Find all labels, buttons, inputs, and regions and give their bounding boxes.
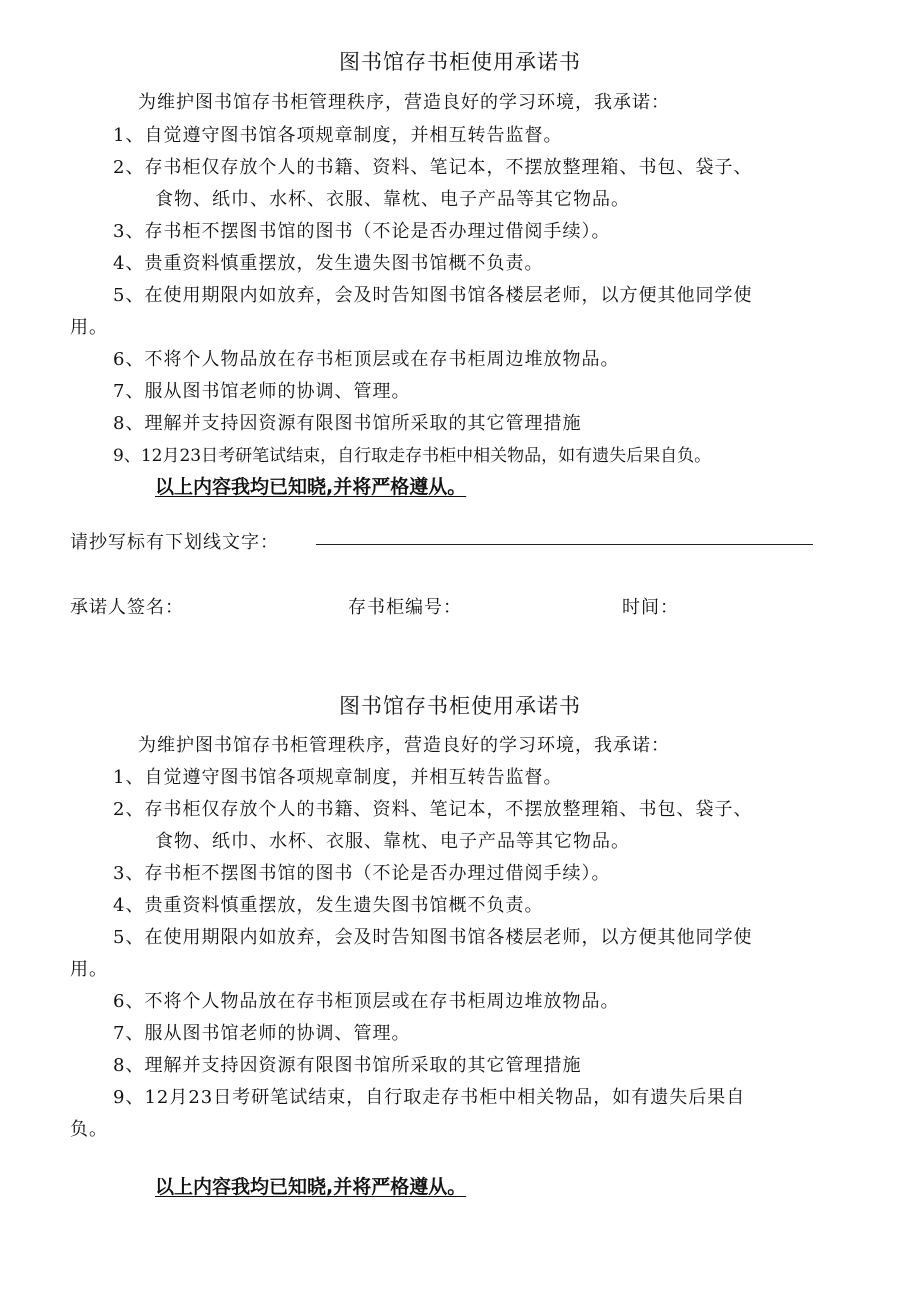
rule-item-8: 8、理解并支持因资源有限图书馆所采取的其它管理措施 bbox=[113, 413, 582, 434]
rule-item-2: 2、存书柜仅存放个人的书籍、资料、笔记本，不摆放整理箱、书包、袋子、 bbox=[113, 157, 753, 178]
time-label: 时间： bbox=[622, 597, 679, 618]
rule-item-1: 1、自觉遵守图书馆各项规章制度，并相互转告监督。 bbox=[113, 125, 563, 146]
rule-item-7-second: 7、服从图书馆老师的协调、管理。 bbox=[113, 1023, 411, 1044]
acknowledgement-text-second: 以上内容我均已知晓,并将严格遵从。 bbox=[155, 1176, 467, 1198]
locker-number-label: 存书柜编号： bbox=[348, 597, 462, 618]
rule-item-4: 4、贵重资料慎重摆放，发生遗失图书馆概不负责。 bbox=[113, 253, 544, 274]
rule-item-1-second: 1、自觉遵守图书馆各项规章制度，并相互转告监督。 bbox=[113, 767, 563, 788]
intro-text-second: 为维护图书馆存书柜管理秩序，营造良好的学习环境，我承诺： bbox=[138, 735, 670, 756]
rule-item-5-continued: 用。 bbox=[70, 317, 108, 338]
rule-item-5-continued-second: 用。 bbox=[70, 959, 108, 980]
rule-item-9-second: 9、12月23日考研笔试结束，自行取走存书柜中相关物品，如有遗失后果自 bbox=[113, 1087, 746, 1108]
rule-item-9: 9、12月23日考研笔试结束，自行取走存书柜中相关物品，如有遗失后果自负。 bbox=[113, 446, 712, 466]
acknowledgement-text: 以上内容我均已知晓,并将严格遵从。 bbox=[155, 476, 467, 498]
rule-item-2-second: 2、存书柜仅存放个人的书籍、资料、笔记本，不摆放整理箱、书包、袋子、 bbox=[113, 799, 753, 820]
rule-item-6-second: 6、不将个人物品放在存书柜顶层或在存书柜周边堆放物品。 bbox=[113, 991, 620, 1012]
rule-item-9-continued-second: 负。 bbox=[70, 1119, 108, 1140]
rule-item-5: 5、在使用期限内如放弃，会及时告知图书馆各楼层老师，以方便其他同学使 bbox=[113, 285, 753, 306]
rule-item-3: 3、存书柜不摆图书馆的图书（不论是否办理过借阅手续）。 bbox=[113, 221, 611, 242]
rule-item-5-second: 5、在使用期限内如放弃，会及时告知图书馆各楼层老师，以方便其他同学使 bbox=[113, 927, 753, 948]
copy-text-line[interactable] bbox=[316, 544, 813, 545]
rule-item-2-continued-second: 食物、纸巾、水杯、衣服、靠枕、电子产品等其它物品。 bbox=[155, 831, 630, 852]
rule-item-4-second: 4、贵重资料慎重摆放，发生遗失图书馆概不负责。 bbox=[113, 895, 544, 916]
page-title: 图书馆存书柜使用承诺书 bbox=[339, 50, 581, 74]
rule-item-7: 7、服从图书馆老师的协调、管理。 bbox=[113, 381, 411, 402]
rule-item-8-second: 8、理解并支持因资源有限图书馆所采取的其它管理措施 bbox=[113, 1055, 582, 1076]
rule-item-2-continued: 食物、纸巾、水杯、衣服、靠枕、电子产品等其它物品。 bbox=[155, 189, 630, 210]
rule-item-3-second: 3、存书柜不摆图书馆的图书（不论是否办理过借阅手续）。 bbox=[113, 863, 611, 884]
page-title-second: 图书馆存书柜使用承诺书 bbox=[339, 694, 581, 718]
intro-text: 为维护图书馆存书柜管理秩序，营造良好的学习环境，我承诺： bbox=[138, 92, 670, 113]
copy-prompt-label: 请抄写标有下划线文字： bbox=[70, 532, 279, 553]
rule-item-6: 6、不将个人物品放在存书柜顶层或在存书柜周边堆放物品。 bbox=[113, 349, 620, 370]
signature-label: 承诺人签名： bbox=[70, 597, 184, 618]
